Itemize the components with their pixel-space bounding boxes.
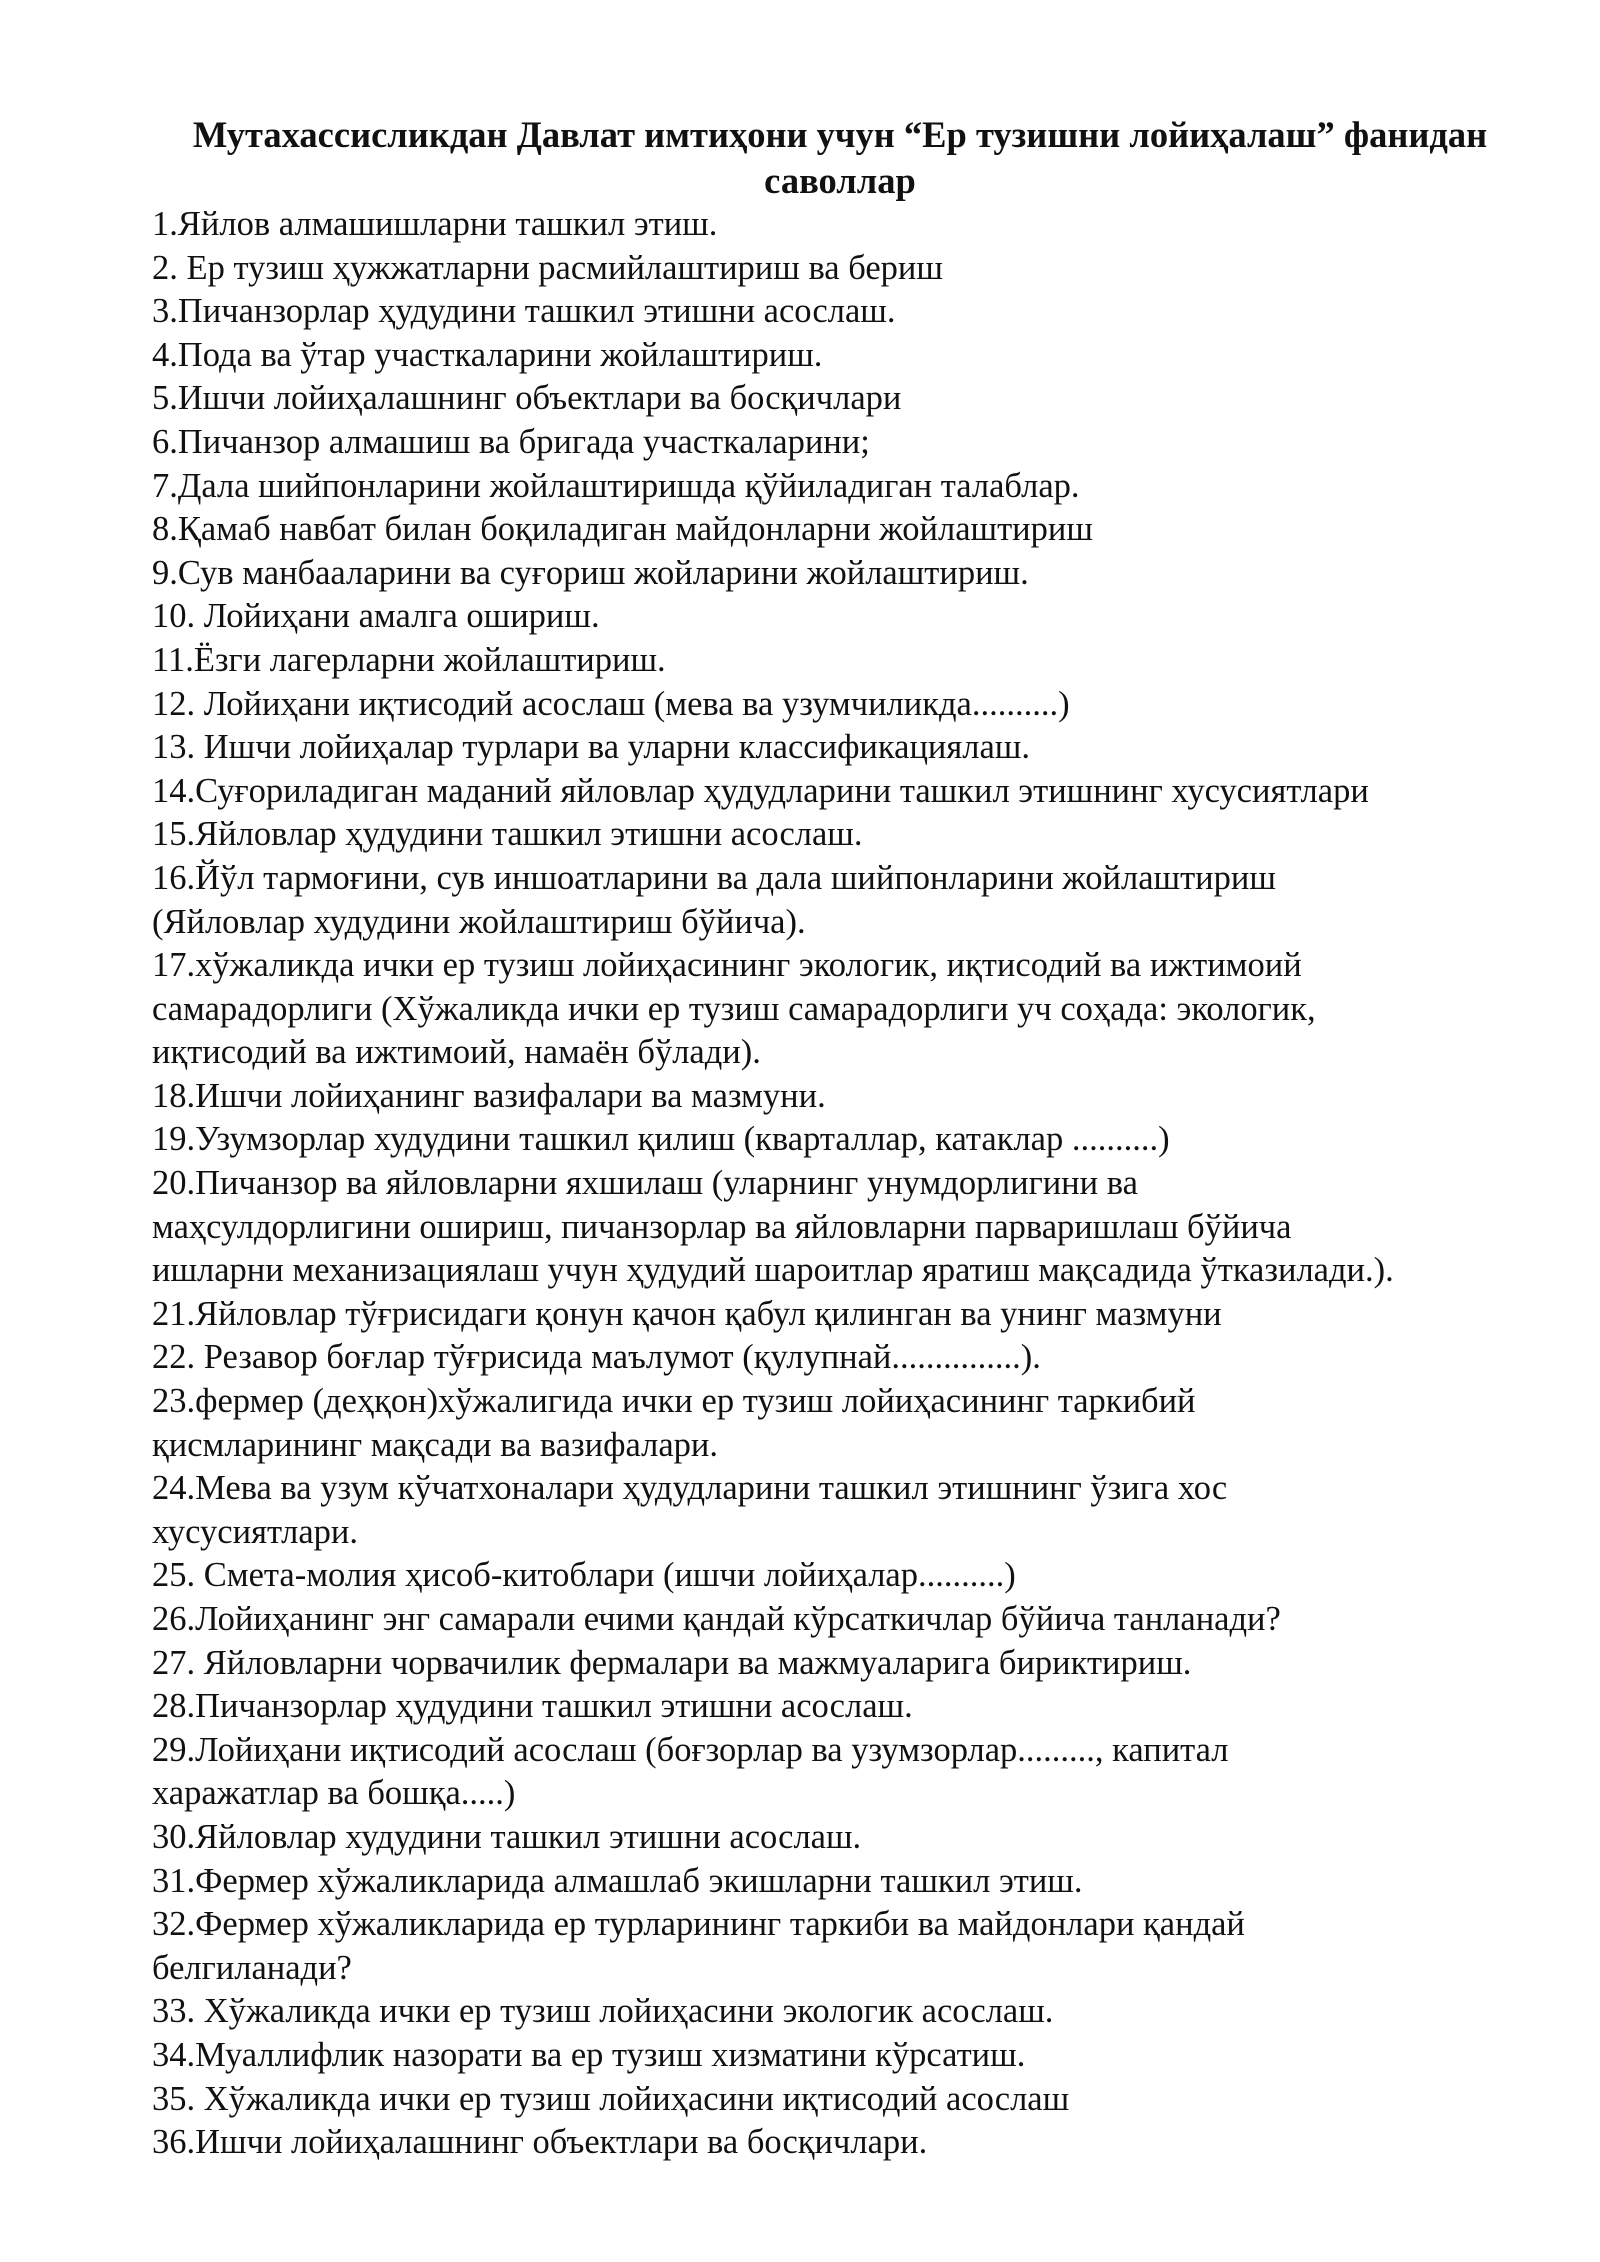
question-item: 18.Ишчи лойиҳанинг вазифалари ва мазмуни.	[152, 1076, 826, 1115]
question-item: 28.Пичанзорлар ҳудудини ташкил этишни асослаш.	[152, 1687, 913, 1726]
question-item: 22. Резавор боғлар тўғрисида маълумот (қулупнай...............).	[152, 1338, 1041, 1377]
question-item: 35. Хўжаликда ички ер тузиш лойиҳасини иқтисодий асослаш	[152, 2079, 1070, 2118]
question-item: 4.Пода ва ўтар участкаларини жойлаштириш.	[152, 335, 823, 374]
question-item: 6.Пичанзор алмашиш ва бригада участкаларини;	[152, 422, 870, 461]
question-item: 32.Фермер хўжаликларида ер турларининг таркиби ва майдонлари қандай белгиланади?	[152, 1905, 1245, 1987]
question-item: 16.Йўл тармоғини, сув иншоатларини ва дала шийпонларини жойлаштириш (Яйловлар худудини жойлаштириш бўйича).	[152, 858, 1276, 941]
question-item: 5.Ишчи лойиҳалашнинг объектлари ва босқичлари	[152, 379, 902, 418]
question-item: 15.Яйловлар ҳудудини ташкил этишни асослаш.	[152, 815, 863, 854]
question-item: 8.Қамаб навбат билан боқиладиган майдонларни жойлаштириш	[152, 510, 1093, 549]
question-item: 24.Мева ва узум кўчатхоналари ҳудудларини ташкил этишнинг ўзига хос хусусиятлари.	[152, 1469, 1228, 1551]
question-item: 25. Смета-молия ҳисоб-китоблари (ишчи лойиҳалар..........)	[152, 1556, 1016, 1595]
question-item: 30.Яйловлар худудини ташкил этишни асослаш.	[152, 1817, 862, 1856]
question-item: 12. Лойиҳани иқтисодий асослаш (мева ва узумчиликда..........)	[152, 684, 1070, 723]
question-item: 13. Ишчи лойиҳалар турлари ва уларни классификациялаш.	[152, 728, 1030, 767]
question-item: 19.Узумзорлар худудини ташкил қилиш (кварталлар, катаклар ..........)	[152, 1120, 1170, 1159]
question-item: 11.Ёзги лагерларни жойлаштириш.	[152, 640, 666, 679]
question-item: 1.Яйлов алмашишларни ташкил этиш.	[152, 205, 718, 243]
question-item: 29.Лойиҳани иқтисодий асослаш (боғзорлар ва узумзорлар........., капитал харажатлар ва бошқа.....)	[152, 1730, 1229, 1813]
question-item: 33. Хўжаликда ички ер тузиш лойиҳасини экологик асослаш.	[152, 1992, 1054, 2031]
question-item: 3.Пичанзорлар ҳудудини ташкил этишни асослаш.	[152, 292, 896, 331]
question-item: 17.хўжаликда ички ер тузиш лойиҳасининг экологик, иқтисодий ва ижтимоий самарадорлиги (Хўжаликда ички ер тузиш самарадорлиги уч соҳада: экологик, иқтисодий ва ижтимоий, намаён бўлади).	[152, 946, 1316, 1072]
question-item: 20.Пичанзор ва яйловларни яхшилаш (уларнинг унумдорлигини ва маҳсулдорлигини ошириш, пичанзорлар ва яйловларни парваришлаш бўйича ишларни механизациялаш учун ҳудудий шароитлар яратиш мақсадида ўтказилади.).	[152, 1164, 1394, 1290]
question-item: 21.Яйловлар тўғрисидаги қонун қачон қабул қилинган ва унинг мазмуни	[152, 1294, 1222, 1333]
title-line-2: саволлар	[764, 160, 916, 201]
question-item: 10. Лойиҳани амалга ошириш.	[152, 597, 600, 636]
question-item: 2. Ер тузиш ҳужжатларни расмийлаштириш ва бериш	[152, 248, 943, 287]
question-item: 9.Сув манбааларини ва суғориш жойларини жойлаштириш.	[152, 553, 1029, 592]
question-item: 34.Муаллифлик назорати ва ер тузиш хизматини кўрсатиш.	[152, 2035, 1026, 2074]
question-item: 31.Фермер хўжаликларида алмашлаб экишларни ташкил этиш.	[152, 1861, 1083, 1900]
question-item: 36.Ишчи лойиҳалашнинг объектлари ва босқичлари.	[152, 2123, 928, 2162]
question-item: 26.Лойиҳанинг энг самарали ечими қандай кўрсаткичлар бўйича танланади?	[152, 1600, 1281, 1638]
document-title	[150, 112, 1530, 204]
question-item: 14.Суғориладиган маданий яйловлар ҳудудларини ташкил этишнинг хусусиятлари	[152, 771, 1369, 810]
question-item: 7.Дала шийпонларини жойлаштиришда қўйиладиган талаблар.	[152, 466, 1080, 505]
question-list	[152, 203, 1522, 2165]
question-item: 23.фермер (деҳқон)хўжалигида ички ер тузиш лойиҳасининг таркибий қисмларининг мақсади ва вазифалари.	[152, 1382, 1196, 1464]
question-item: 27. Яйловларни чорвачилик фермалари ва мажмуаларига бириктириш.	[152, 1643, 1192, 1682]
title-line-1: Мутахассисликдан Давлат имтиҳони учун “Ер тузишни лойиҳалаш” фанидан	[192, 114, 1488, 155]
